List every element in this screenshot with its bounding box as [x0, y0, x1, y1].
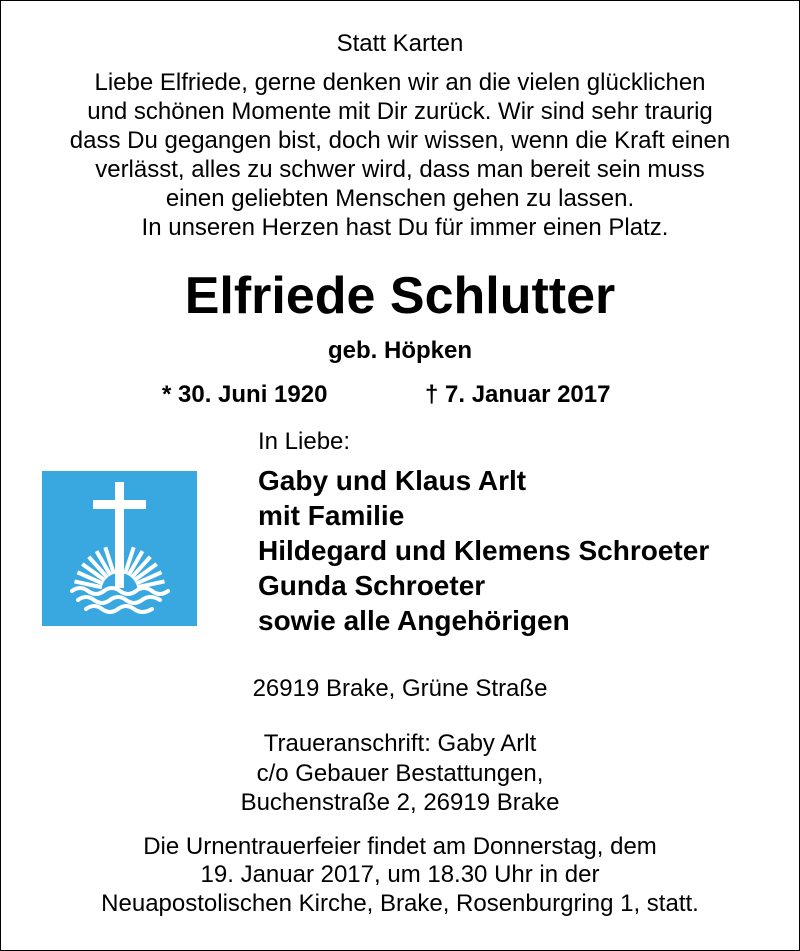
tribute-line: und schönen Momente mit Dir zurück. Wir sind sehr traurig: [87, 98, 713, 125]
church-emblem-icon: [42, 471, 197, 626]
service-info-line: Die Urnentrauerfeier findet am Donnerstag, dem: [143, 833, 657, 860]
birth-date: * 30. Juni 1920: [162, 381, 328, 408]
mourner-line: mit Familie: [258, 500, 405, 531]
tribute-text: [0, 68, 800, 242]
intro-header: Statt Karten: [336, 30, 464, 57]
service-info-line: 19. Januar 2017, um 18.30 Uhr in der: [200, 861, 600, 888]
tribute-line: In unseren Herzen hast Du für immer einen Platz.: [141, 214, 669, 241]
service-info-line: Neuapostolischen Kirche, Brake, Rosenburgring 1, statt.: [101, 890, 699, 917]
mourning-address-line: Buchenstraße 2, 26919 Brake: [240, 789, 560, 816]
residence-address: 26919 Brake, Grüne Straße: [252, 675, 548, 702]
deceased-name: Elfriede Schlutter: [184, 267, 616, 325]
mourners-list: [258, 463, 709, 638]
tribute-line: dass Du gegangen bist, doch wir wissen, wenn die Kraft einen: [69, 127, 731, 154]
in-love-label: In Liebe:: [258, 428, 351, 455]
tribute-line: verlässt, alles zu schwer wird, dass man bereit sein muss: [95, 156, 705, 183]
mourner-line: sowie alle Angehörigen: [258, 605, 570, 636]
mourner-line: Gunda Schroeter: [258, 570, 486, 601]
death-date: † 7. Januar 2017: [425, 381, 611, 408]
mourner-line: Hildegard und Klemens Schroeter: [258, 535, 710, 566]
mourning-address-line: Traueranschrift: Gaby Arlt: [263, 730, 537, 757]
tribute-line: Liebe Elfriede, gerne denken wir an die vielen glücklichen: [94, 69, 706, 96]
tribute-line: einen geliebten Menschen gehen zu lassen.: [165, 185, 635, 212]
maiden-name: geb. Höpken: [327, 337, 472, 364]
mourner-line: Gaby und Klaus Arlt: [258, 465, 527, 496]
mourning-address-line: c/o Gebauer Bestattungen,: [256, 760, 544, 787]
